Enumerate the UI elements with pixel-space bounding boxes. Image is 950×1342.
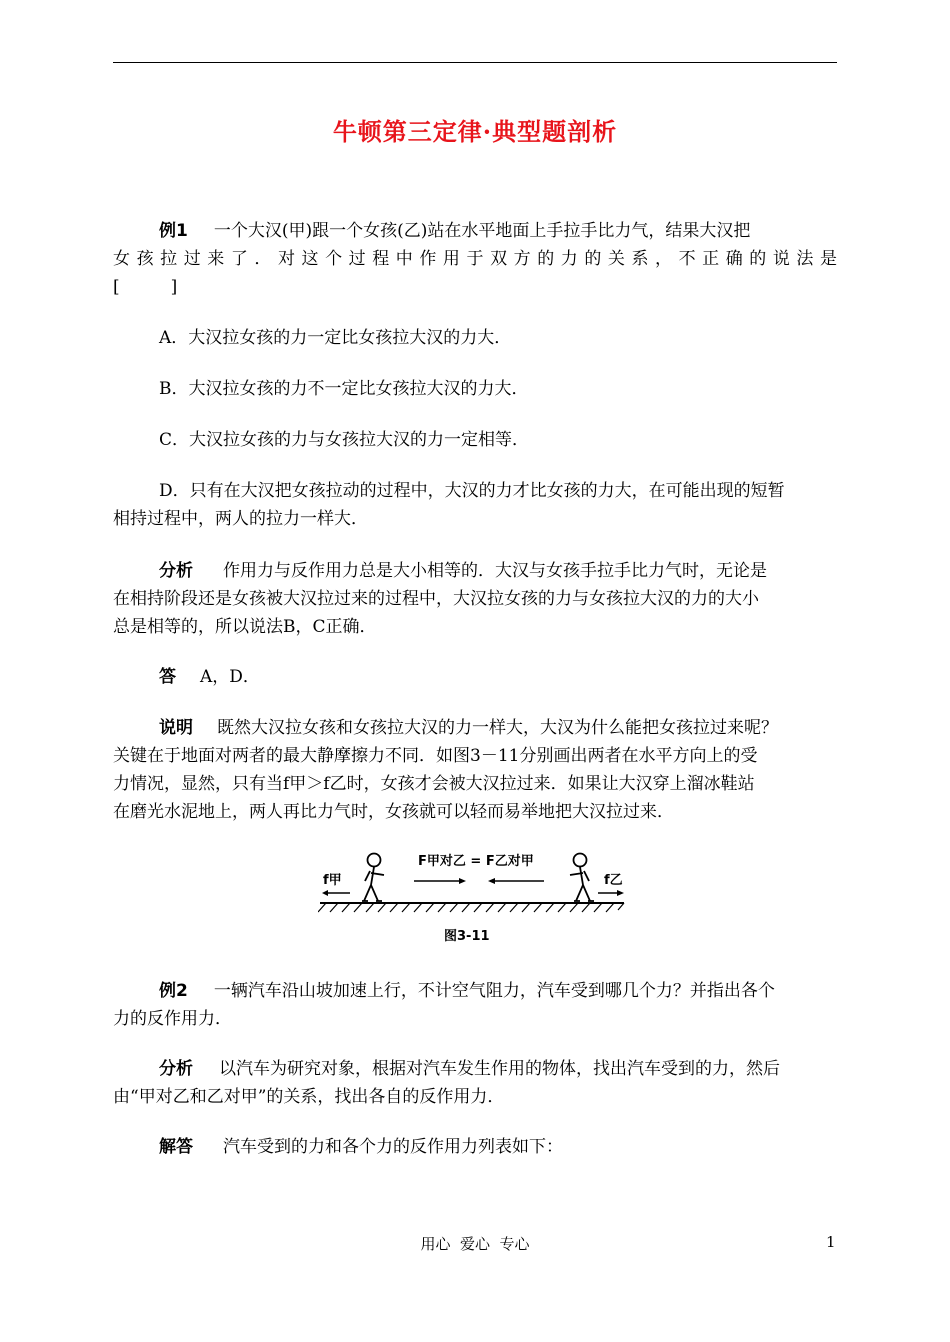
analysis1-line2: 在相持阶段还是女孩被大汉拉过来的过程中，大汉拉女孩的力与女孩拉大汉的力的大小: [113, 589, 759, 609]
analysis1-line3: 总是相等的，所以说法B，C正确．: [113, 617, 377, 637]
f-right-label: f乙: [604, 873, 623, 888]
f-left-arrow-head: [322, 890, 328, 896]
left-person: [362, 854, 384, 902]
explanation-line4: 在磨光水泥地上，两人再比力气时，女孩就可以轻而易举地把大汉拉过来．: [113, 802, 674, 822]
analysis2-line1: [113, 1055, 837, 1083]
example2-label: 例2: [159, 981, 188, 1001]
analysis1-label: 分析: [159, 561, 193, 581]
example2-text-1: 一辆汽车沿山坡加速上行，不计空气阻力，汽车受到哪几个力？并指出各个: [213, 981, 775, 1001]
option-b: B．大汉拉女孩的力不一定比女孩拉大汉的力大．: [159, 379, 529, 399]
option-d-line2: 相持过程中，两人的拉力一样大．: [113, 509, 368, 529]
page-number: 1: [826, 1233, 836, 1251]
example1-line1: [113, 217, 837, 245]
f-left-label: f甲: [323, 873, 342, 888]
example1-label: 例1: [159, 221, 188, 241]
analysis2-text-1: 以汽车为研究对象，根据对汽车发生作用的物体，找出汽车受到的力，然后: [219, 1059, 780, 1079]
ground-hatching: [318, 903, 624, 912]
explanation-text-1: 既然大汉拉女孩和女孩拉大汉的力一样大，大汉为什么能把女孩拉过来呢？: [217, 718, 778, 738]
example2-line2: 力的反作用力．: [113, 1009, 232, 1029]
option-d-line1: D．只有在大汉把女孩拉动的过程中，大汉的力才比女孩的力大，在可能出现的短暂: [159, 481, 785, 501]
force-left-arrow-head: [488, 878, 495, 884]
solution2: [113, 1133, 837, 1161]
f-right-arrow-head: [617, 890, 624, 896]
analysis2-line2: 由“甲对乙和乙对甲”的关系，找出各自的反作用力．: [113, 1087, 505, 1107]
explanation-line3: 力情况，显然，只有当f甲＞f乙时，女孩才会被大汉拉过来．如果让大汉穿上溜冰鞋站: [113, 774, 755, 794]
example1-line2: 女孩拉过来了．对这个过程中作用于双方的力的关系，不正确的说法是: [113, 249, 837, 269]
page-title: 牛顿第三定律·典型题剖析: [332, 117, 618, 146]
force-right-arrow-head: [459, 878, 466, 884]
example1-text-1: 一个大汉(甲)跟一个女孩(乙)站在水平地面上手拉手比力气，结果大汉把: [213, 221, 751, 241]
solution2-label: 解答: [159, 1137, 193, 1157]
header-rule: [113, 62, 837, 63]
analysis1-line1: [113, 557, 837, 585]
explanation-line1: [113, 714, 837, 742]
option-a: A．大汉拉女孩的力一定比女孩拉大汉的力大．: [159, 328, 512, 348]
option-c: C．大汉拉女孩的力与女孩拉大汉的力一定相等．: [159, 430, 530, 450]
example2-line1: [113, 977, 837, 1005]
analysis2-label: 分析: [159, 1059, 193, 1079]
solution2-text: 汽车受到的力和各个力的反作用力列表如下：: [223, 1137, 563, 1157]
force-equation-label: F甲对乙 = F乙对甲: [418, 854, 534, 869]
answer1-text: A，D．: [200, 667, 260, 687]
analysis1-text-1: 作用力与反作用力总是大小相等的．大汉与女孩手拉手比力气时，无论是: [223, 561, 767, 581]
figure-caption: 图3-11: [444, 929, 490, 944]
figure-3-11: [318, 845, 638, 954]
answer1: [113, 663, 837, 691]
footer-text: 用心 爱心 专心: [420, 1235, 530, 1253]
answer1-label: 答: [159, 667, 176, 687]
explanation-line2: 关键在于地面对两者的最大静摩擦力不同．如图3－11分别画出两者在水平方向上的受: [113, 746, 758, 766]
right-person: [570, 854, 594, 902]
explanation-label: 说明: [159, 718, 193, 738]
example1-bracket: [ ]: [113, 277, 178, 297]
